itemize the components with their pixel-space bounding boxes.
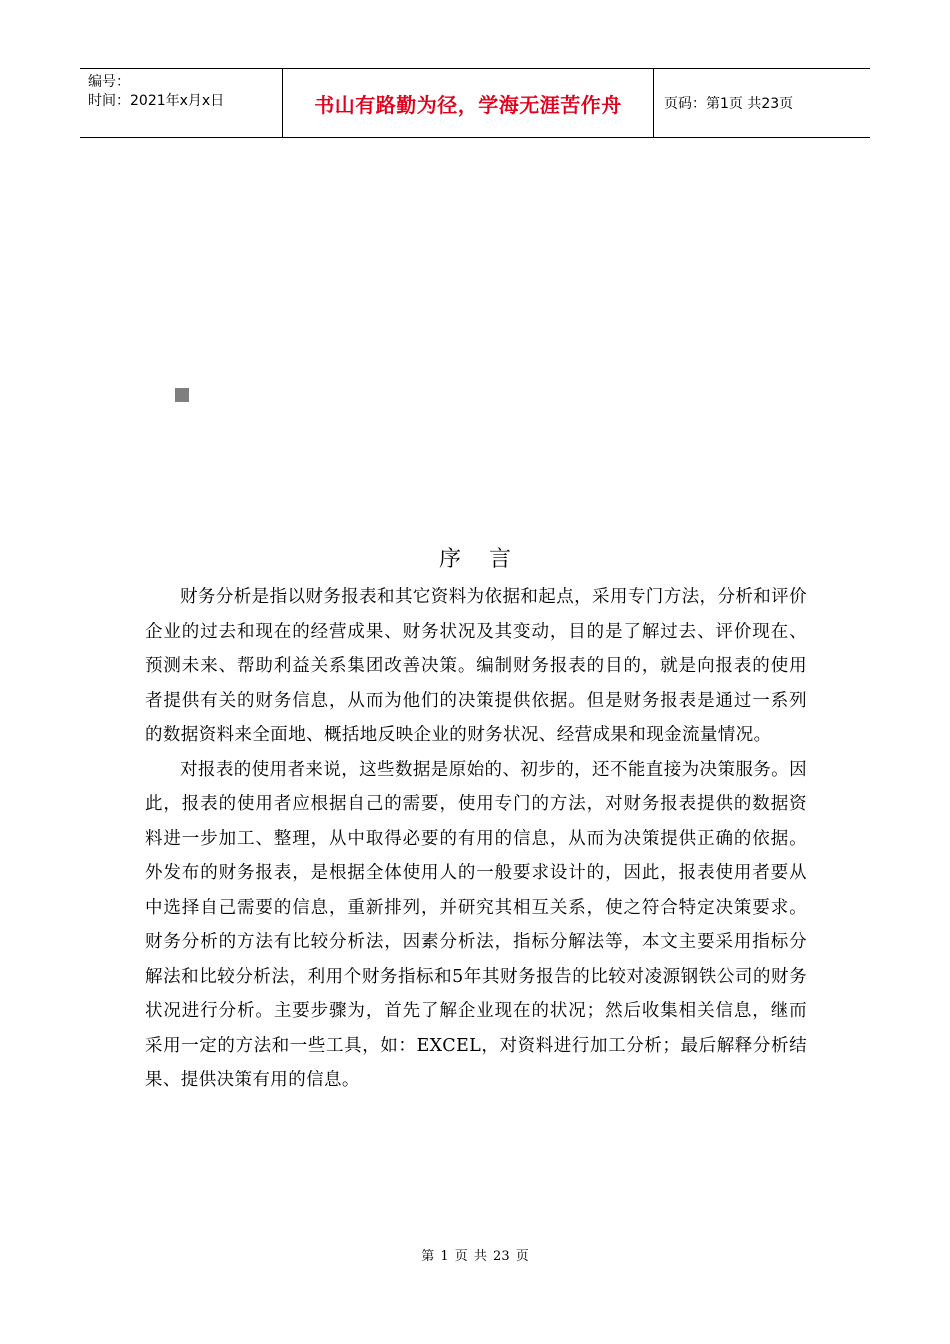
- page-footer: 第 1 页 共 23 页: [421, 1249, 529, 1264]
- page-header: [80, 68, 870, 138]
- header-meta: [80, 69, 282, 137]
- header-motto: 书山有路勤为径，学海无涯苦作舟: [282, 69, 654, 137]
- document-number-label: 编号：: [88, 74, 130, 90]
- document-time-label: 时间：2021年x月x日: [88, 93, 225, 109]
- square-bullet-icon: [175, 388, 189, 402]
- header-page-info: 页码：第1页 共23页: [664, 96, 794, 112]
- page-title: 序言: [438, 547, 539, 572]
- paragraph-2: 对报表的使用者来说，这些数据是原始的、初步的，还不能直接为决策服务。因此，报表的使用者应根据自己的需要，使用专门的方法，对财务报表提供的数据资料进一步加工、整理，从中取得必要的有用的信息，从而为决策提供正确的依据。外发布的财务报表，是根据全体使用人的一般要求设计的，因此，报表使用者要从中选择自己需要的信息，重新排列，并研究其相互关系，使之符合特定决策要求。财务分析的方法有比较分析法，因素分析法，指标分解法等，本文主要采用指标分解法和比较分析法，利用个财务指标和5年其财务报告的比较对凌源钢铁公司的财务状况进行分析。主要步骤为，首先了解企业现在的状况；然后收集相关信息，继而采用一定的方法和一些工具，如：EXCEL，对资料进行加工分析；最后解释分析结果、提供决策有用的信息。: [145, 759, 807, 1090]
- paragraph-1: 财务分析是指以财务报表和其它资料为依据和起点，采用专门方法，分析和评价企业的过去和现在的经营成果、财务状况及其变动，目的是了解过去、评价现在、预测未来、帮助利益关系集团改善决策。编制财务报表的目的，就是向报表的使用者提供有关的财务信息，从而为他们的决策提供依据。但是财务报表是通过一系列的数据资料来全面地、概括地反映企业的财务状况、经营成果和现金流量情况。: [145, 587, 807, 745]
- body-text: [145, 580, 807, 1098]
